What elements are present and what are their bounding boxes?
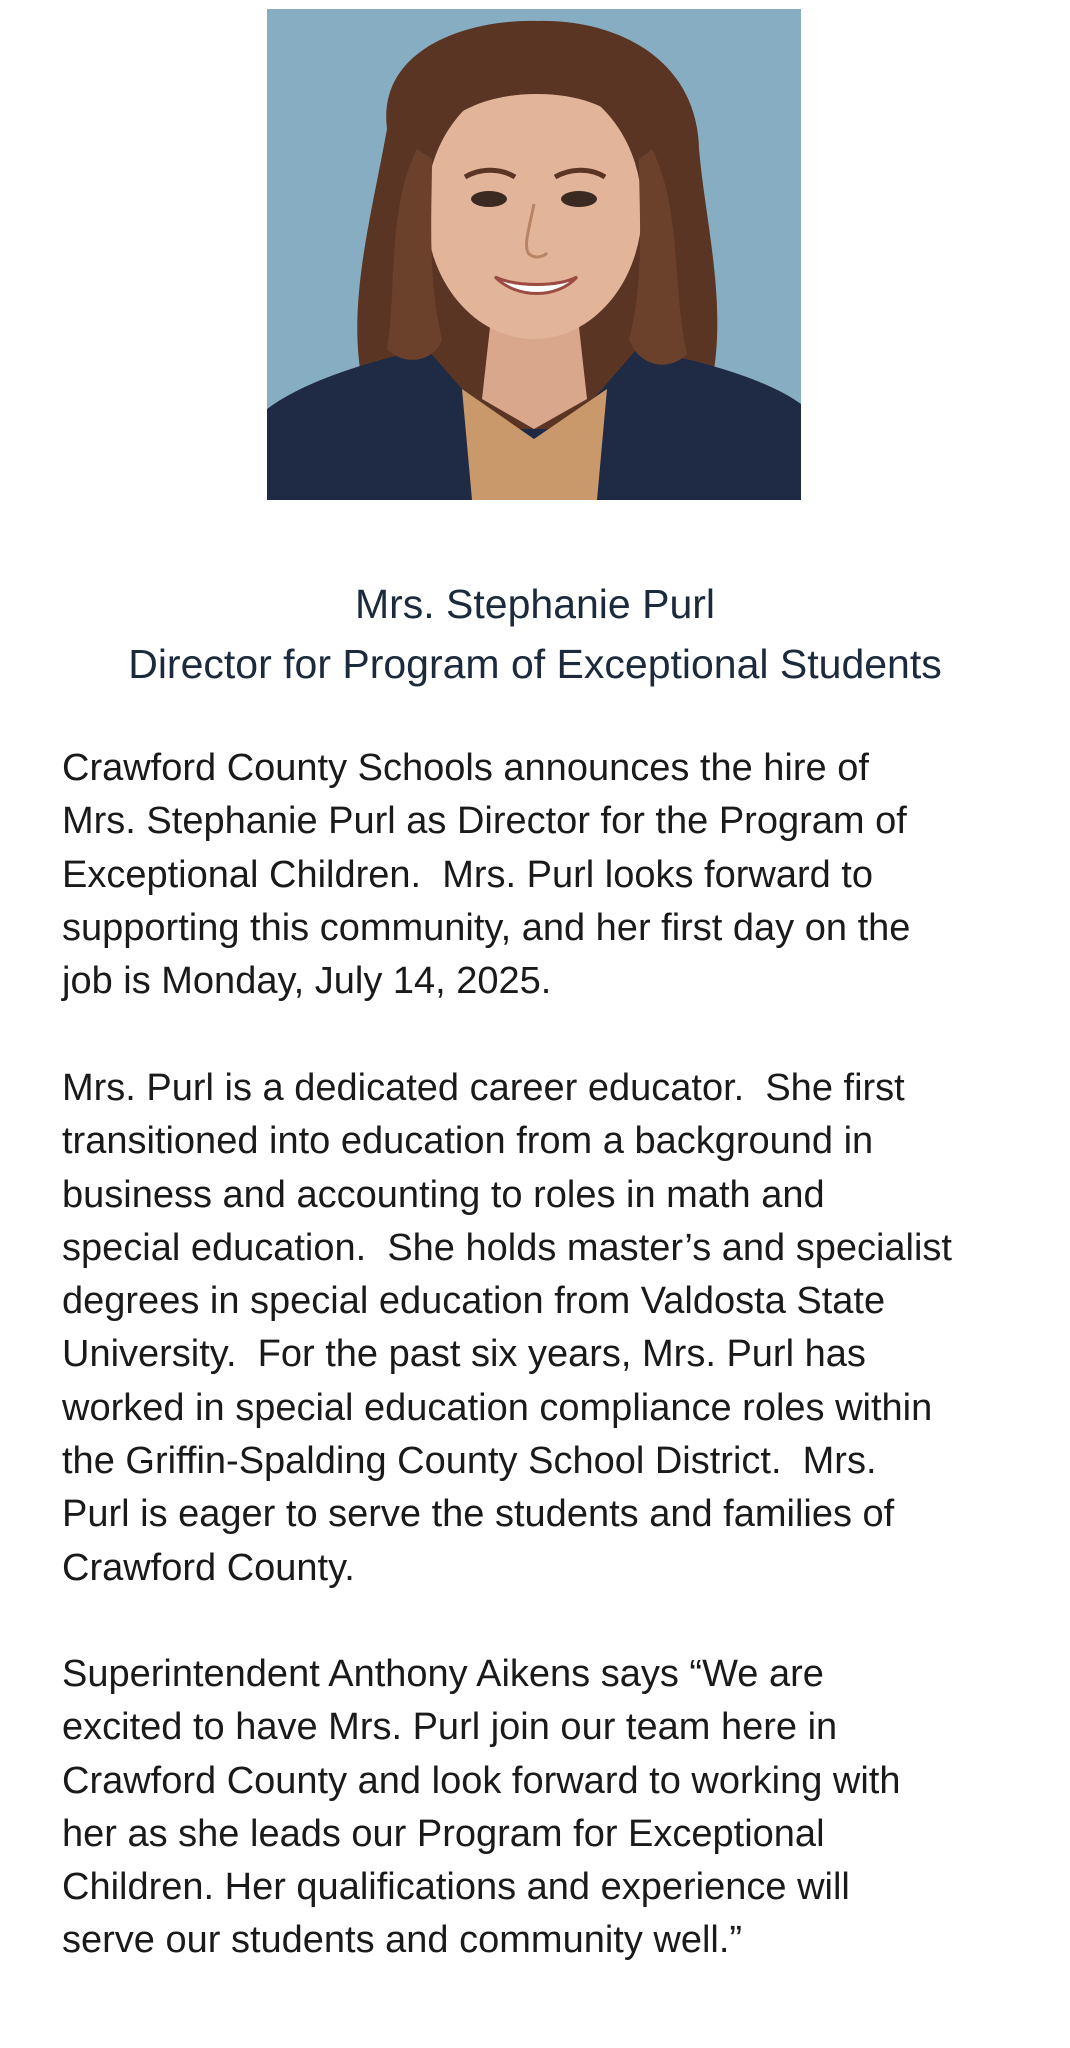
paragraph-line: transitioned into education from a background in xyxy=(62,1120,874,1163)
paragraph-superintendent-quote xyxy=(62,1648,1022,1968)
paragraph-line: supporting this community, and her first day on the xyxy=(62,906,911,949)
paragraph-line: Crawford County. xyxy=(62,1546,355,1589)
paragraph-line: her as she leads our Program for Exceptional xyxy=(62,1812,825,1855)
paragraph-line: Purl is eager to serve the students and families of xyxy=(62,1493,895,1536)
paragraph-line: Superintendent Anthony Aikens says “We are xyxy=(62,1653,824,1695)
paragraph-line: job is Monday, July 14, 2025. xyxy=(62,960,552,1003)
person-name: Mrs. Stephanie Purl xyxy=(354,581,716,627)
paragraph-line: Crawford County Schools announces the hire of xyxy=(62,747,869,789)
portrait-photo xyxy=(267,9,801,500)
paragraph-line: Mrs. Purl is a dedicated career educator. She first xyxy=(62,1067,905,1109)
paragraph-line: Mrs. Stephanie Purl as Director for the Program of xyxy=(62,800,907,843)
paragraph-line: degrees in special education from Valdosta State xyxy=(62,1280,886,1323)
paragraph-hire-announcement xyxy=(62,742,1022,1008)
position-title: Director for Program of Exceptional Students xyxy=(128,641,942,687)
paragraph-background xyxy=(62,1062,1022,1595)
left-eye xyxy=(471,191,507,207)
paragraph-line: business and accounting to roles in math and xyxy=(62,1173,825,1216)
portrait-illustration xyxy=(267,9,801,500)
paragraph-line: special education. She holds master’s and specialist xyxy=(62,1226,952,1269)
right-eye xyxy=(561,191,597,207)
paragraph-line: Crawford County and look forward to working with xyxy=(62,1759,901,1802)
paragraph-line: Exceptional Children. Mrs. Purl looks forward to xyxy=(62,853,873,896)
paragraph-line: Children. Her qualifications and experience will xyxy=(62,1866,850,1909)
paragraph-line: worked in special education compliance roles within xyxy=(62,1386,933,1429)
paragraph-line: serve our students and community well.” xyxy=(62,1919,743,1962)
paragraph-line: excited to have Mrs. Purl join our team here in xyxy=(62,1706,838,1749)
paragraph-line: University. For the past six years, Mrs. Purl has xyxy=(62,1333,866,1376)
paragraph-line: the Griffin-Spalding County School District. Mrs. xyxy=(62,1440,877,1483)
